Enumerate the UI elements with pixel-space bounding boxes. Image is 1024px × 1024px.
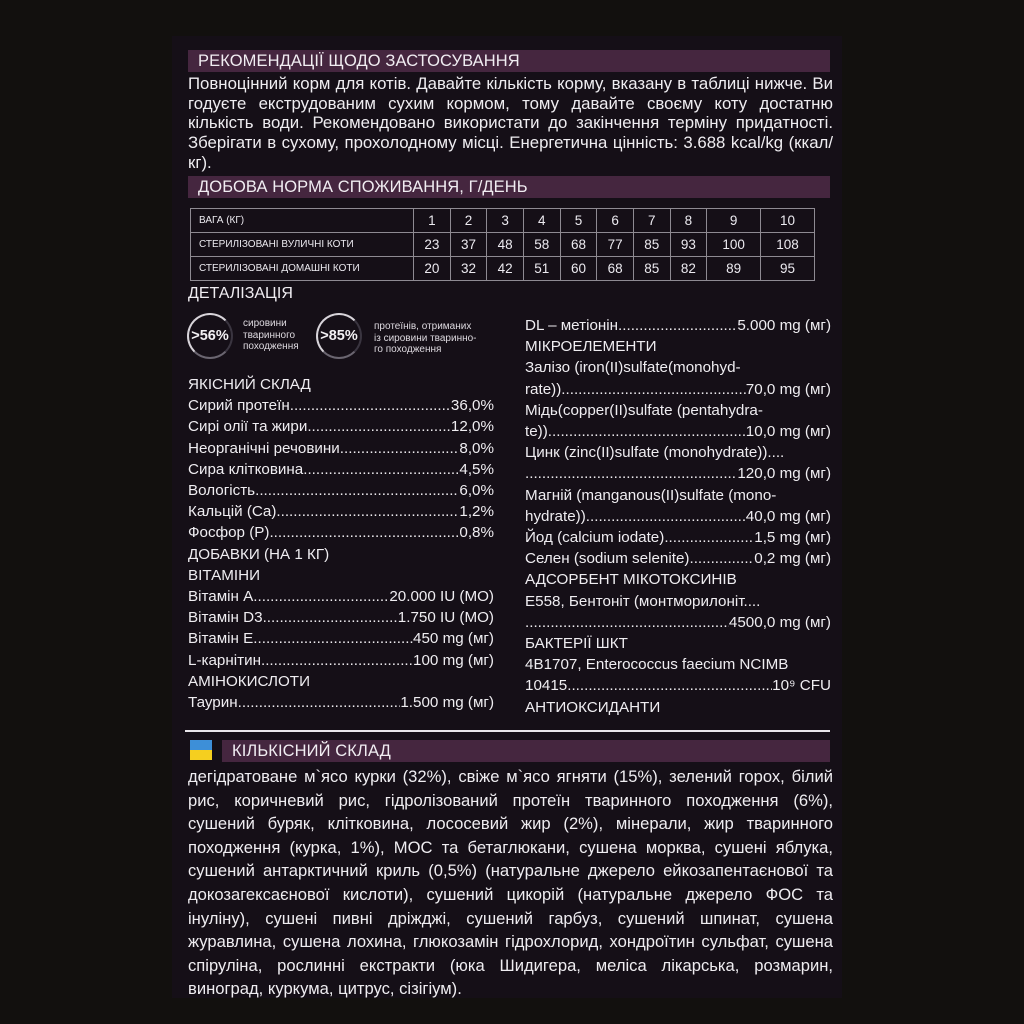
bacteria-line: 4B1707, Enterococcus faecium NCIMB [525, 656, 789, 674]
table-row-outdoor: СТЕРИЛІЗОВАНІ ВУЛИЧНІ КОТИ 23 37 48 58 68 77 85 93 100 108 [191, 233, 815, 257]
micro-row: hydrate)) ..... 40,0 mg (мг) [525, 506, 831, 527]
details-title: ДЕТАЛІЗАЦІЯ [188, 285, 293, 302]
daily-norm-table [190, 208, 815, 281]
badge-85-text: протеїнів, отриманих із сировини тваринно- го походження [374, 321, 477, 355]
table-row-indoor: СТЕРИЛІЗОВАНІ ДОМАШНІ КОТИ 20 32 42 51 60 68 85 82 89 95 [191, 257, 815, 281]
quality-row: Кальцій (Ca) ..... 1,2% [188, 501, 494, 522]
quality-row: Вологість ..... 6,0% [188, 480, 494, 501]
micro-row: te)) ..... 10,0 mg (мг) [525, 421, 831, 442]
badge-85-icon: >85% [316, 313, 362, 359]
micro-line: Магній (manganous(II)sulfate (mono- [525, 486, 777, 504]
adsorbent-title: АДСОРБЕНТ МІКОТОКСИНІВ [525, 571, 737, 589]
composition-text: дегідратоване м`ясо курки (32%), свіже м`ясо ягняти (15%), зелений горох, білий рис, коричневий рис, гідролізований протеїн тваринного походження (6%), сушений буряк, клітковина, лососевий жир (2%), мінерали, жир тваринного походження (курка, 1%), МОС та бетаглюкани, сушена морква, сушені яблука, сушений антарктичний криль (0,5%) (натуральне джерело ейкозапентаєнової та докозагексаєнової кислоти), сушений цикорій (натуральне джерело ФОС та інуліну), сушені пивні дріжджі, сушений гарбуз, сушений шпинат, сушена журавлина, сушена лохина, глюкозамін гідрохлорид, хондроїтин сульфат, сушена спіруліна, рослинні екстракти (юка Шидигера, меліса лікарська, розмарин, виноград, куркума, цитрус, сізігіум). [188, 767, 833, 999]
vitamin-row: Вітамін A ..... 20.000 IU (МО) [188, 586, 494, 607]
right-column [525, 315, 831, 718]
adsorbent-row: ..... 4500,0 mg (мг) [525, 612, 831, 633]
amino-row: Таурин ..... 1.500 mg (мг) [188, 692, 494, 713]
table-row-weight: ВАГА (КГ) 1 2 3 4 5 6 7 8 9 10 [191, 209, 815, 233]
micro-line: Цинк (zinc(II)sulfate (monohydrate)).... [525, 444, 785, 462]
vitamin-row: Вітамін D3 ..... 1.750 IU (МО) [188, 607, 494, 628]
quality-row: Сира клітковина ..... 4,5% [188, 459, 494, 480]
methionine-row: DL – метіонін ..... 5.000 mg (мг) [525, 315, 831, 336]
micro-row: rate)) ..... 70,0 mg (мг) [525, 379, 831, 400]
vitamin-row: Вітамін E ..... 450 mg (мг) [188, 628, 494, 649]
micro-row: ..... 120,0 mg (мг) [525, 463, 831, 484]
micro-line: Залізо (iron(II)sulfate(monohyd- [525, 359, 741, 377]
left-column [188, 374, 494, 713]
amino-title: АМІНОКИСЛОТИ [188, 672, 310, 690]
composition-header: КІЛЬКІСНИЙ СКЛАД [222, 740, 830, 762]
bacteria-row: 10415 ..... 10⁹ CFU [525, 675, 831, 696]
daily-norm-header: ДОБОВА НОРМА СПОЖИВАННЯ, Г/ДЕНЬ [188, 176, 830, 198]
ukraine-flag-icon [190, 740, 212, 760]
micro-title: МІКРОЕЛЕМЕНТИ [525, 338, 657, 356]
micro-row: Йод (calcium iodate) ..... 1,5 mg (мг) [525, 527, 831, 548]
usage-text: Повноцінний корм для котів. Давайте кількість корму, вказану в таблиці нижче. Ви годуєте екструдованим сухим кормом, тому давайте своєму коту достатню кількість води. Рекомендовано використати до закінчення терміну придатності. Зберігати в сухому, прохолодному місці. Енергетична цінність: 3.688 kcal/kg (ккал/кг). [188, 74, 833, 172]
usage-header: РЕКОМЕНДАЦІЇ ЩОДО ЗАСТОСУВАННЯ [188, 50, 830, 72]
section-divider [185, 730, 830, 732]
quality-row: Неорганічні речовини ..... 8,0% [188, 438, 494, 459]
quality-row: Сирий протеїн ..... 36,0% [188, 395, 494, 416]
micro-row: Селен (sodium selenite) ..... 0,2 mg (мг) [525, 548, 831, 569]
quality-row: Фосфор (P) ..... 0,8% [188, 522, 494, 543]
vitamin-row: L-карнітин ..... 100 mg (мг) [188, 650, 494, 671]
micro-line: Мідь(copper(II)sulfate (pentahydra- [525, 401, 763, 419]
adsorbent-line: E558, Бентоніт (монтморилоніт.... [525, 592, 761, 610]
bacteria-title: БАКТЕРІЇ ШКТ [525, 635, 628, 653]
quality-row: Сирі олії та жири ..... 12,0% [188, 416, 494, 437]
additives-title: ДОБАВКИ (НА 1 КГ) [188, 545, 330, 563]
badge-56-icon: >56% [187, 313, 233, 359]
antioxidants-title: АНТИОКСИДАНТИ [525, 698, 661, 716]
quality-title: ЯКІСНИЙ СКЛАД [188, 376, 311, 393]
vitamins-title: ВІТАМІНИ [188, 566, 261, 584]
badge-56-text: сировини тваринного походження [243, 318, 299, 352]
